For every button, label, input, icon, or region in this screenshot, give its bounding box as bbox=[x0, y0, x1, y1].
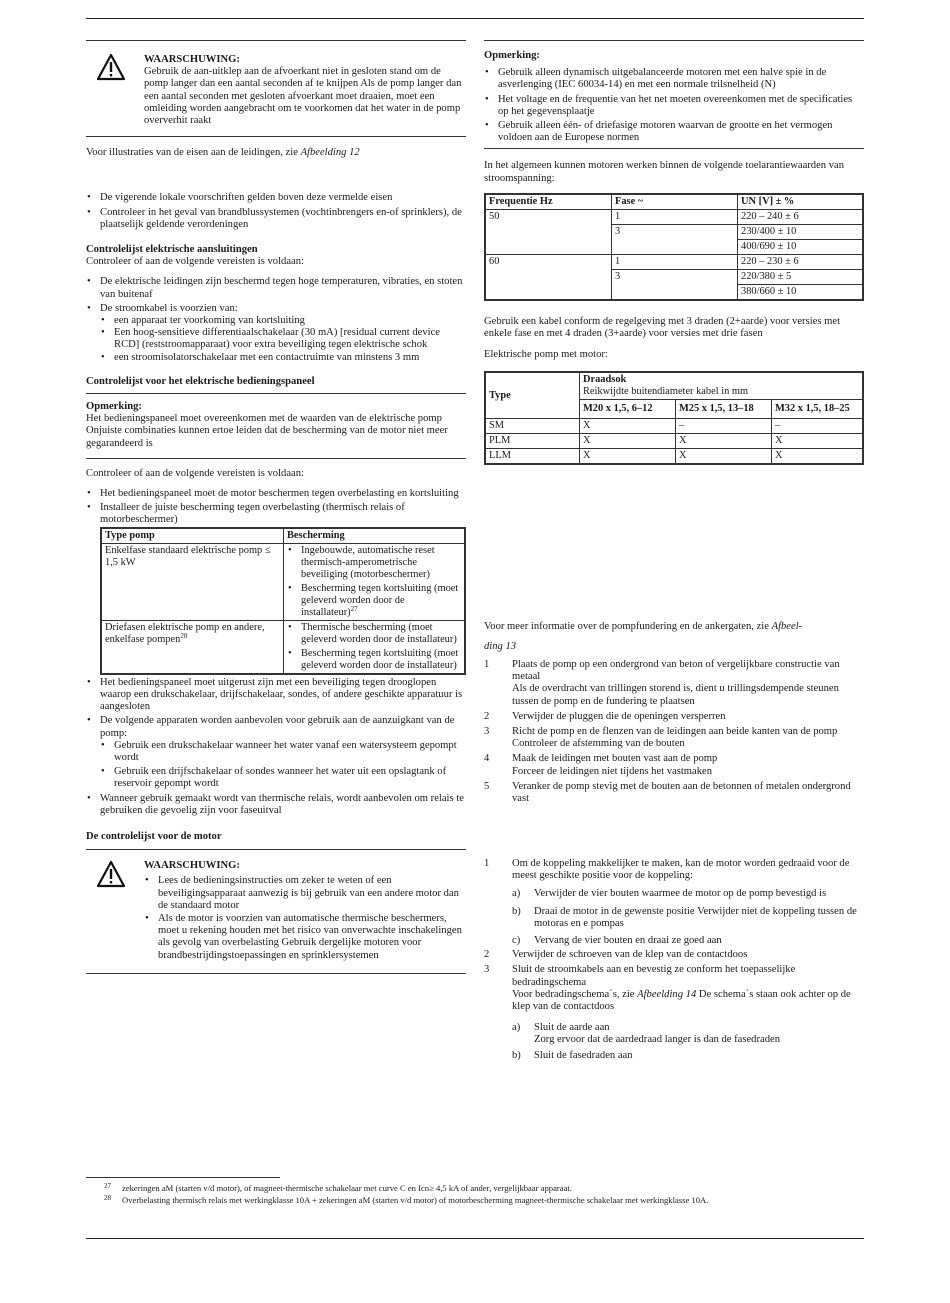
list-item: 2 Verwijder de pluggen die de openingen versperren bbox=[484, 710, 726, 722]
table-cell: 1 bbox=[612, 254, 738, 269]
list-item: c) Vervang de vier bouten en draai ze goed aan bbox=[512, 935, 722, 947]
table-cell: 380/660 ± 10 bbox=[738, 284, 863, 299]
table-cell: LLM bbox=[486, 449, 580, 464]
table-cell: 50 bbox=[486, 209, 612, 254]
list-item: • Een hoog-sensitieve differentiaalschakelaar (30 mA) [residual current device RCD] (reststroomapparaat) voor extra beveiliging tegen elektrische schok bbox=[100, 327, 466, 351]
figure-reference: Afbeel- bbox=[771, 621, 803, 632]
table-cell: 3 bbox=[612, 269, 738, 299]
protection-list bbox=[287, 622, 461, 672]
list-item: • Ingebouwde, automatische reset thermisch-amperometrische beveiliging (motorbeschermer) bbox=[287, 545, 461, 581]
cable-paragraph: Gebruik een kabel conform de regelgeving met 3 draden (2+aarde) voor versies met enkele fase en met 4 draden (3+aarde) voor versies met drie fasen bbox=[484, 315, 841, 340]
electrical-checklist-list bbox=[86, 276, 466, 363]
list-item: • Gebruik een drijfschakelaar of sondes wanneer het water uit een opslagtank of reservoir gepompt wordt bbox=[100, 766, 466, 790]
table-cell: Enkelfase standaard elektrische pomp ≤ 1,5 kW bbox=[102, 543, 284, 620]
figure-reference: Afbeelding 14 bbox=[637, 988, 697, 1000]
note-text: Het bedieningspaneel moet overeenkomen met de waarden van de elektrische pomp Onjuiste combinaties kunnen ertoe leiden dat de bescherming van de motor niet meer gegarandeerd is bbox=[86, 413, 448, 449]
illustrations-paragraph: Voor illustraties van de eisen aan de leidingen, zie Afbeelding 12 bbox=[86, 147, 360, 159]
bottom-rule bbox=[86, 1238, 864, 1239]
foundation-paragraph: Voor meer informatie over de pompfundering en de ankergaten, zie Afbeel- ding 13 bbox=[484, 621, 803, 652]
list-item: • Het bedieningspaneel moet uitgerust zijn met een beveiliging tegen drooglopen waarop een drukschakelaar, drijfschakelaar, sondes, of andere geschikte apparatuur is aangesloten bbox=[86, 677, 466, 714]
list-item: 1 Om de koppeling makkelijker te maken, kan de motor worden gedraaid voor de meest geschikte positie voor de koppeling: a) Verwijder de vier bouten waarmee de motor op de pomp bevestigd is b) Draai de motor in de gewenste positie Verwijder niet de koppeling tussen de motoras en e pompas c) Vervang de vier bouten en draai ze goed aan bbox=[484, 858, 864, 947]
motor-coupling-steps bbox=[484, 858, 864, 1062]
footnote-ref: 27 bbox=[350, 604, 358, 613]
electrical-checklist-intro: Controleer of aan de volgende vereisten is voldaan: bbox=[86, 256, 304, 268]
list-item: • Gebruik alleen één- of driefasige motoren waarvan de grootte en het vermogen voldoen aan de Europese normen bbox=[484, 120, 864, 144]
list-item: • een apparaat ter voorkoming van kortsluiting bbox=[100, 315, 466, 327]
footnote-ref: 28 bbox=[180, 631, 188, 640]
table-cell: 3 bbox=[612, 224, 738, 254]
panel-checklist-heading: Controlelijst voor het elektrische bedieningspaneel bbox=[86, 375, 315, 387]
note-title: Opmerking: bbox=[484, 50, 540, 61]
panel-checklist-list-continued bbox=[86, 677, 466, 817]
top-rule bbox=[86, 18, 864, 19]
coupling-substeps bbox=[512, 888, 864, 947]
table-row bbox=[102, 620, 465, 673]
table-header: M32 x 1,5, 18–25 bbox=[772, 400, 863, 419]
list-item: • Wanneer gebruik gemaakt wordt van thermische relais, wordt aanbevolen om relais te gebruiken die gevoelig zijn voor faseuitval bbox=[86, 793, 466, 817]
table-header: UN [V] ± % bbox=[738, 194, 863, 209]
wiring-substeps bbox=[512, 1022, 864, 1062]
table-cell: 1 bbox=[612, 209, 738, 224]
list-item: • Het voltage en de frequentie van het net moeten overeenkomen met de specificaties op het gegevensplaatje bbox=[484, 94, 864, 118]
list-item: 2 Verwijder de schroeven van de klep van de contactdoos bbox=[484, 949, 748, 961]
list-item: • Controleer in het geval van brandblussystemen (vochtinbrengers en-of sprinklers), de plaatselijk geldende verordeningen bbox=[86, 207, 466, 231]
note-list bbox=[484, 67, 864, 144]
left-column bbox=[86, 40, 466, 974]
table-header: Bescherming bbox=[284, 528, 465, 543]
warning-triangle-icon bbox=[96, 53, 126, 81]
table-cell: 60 bbox=[486, 254, 612, 299]
list-item: • De vigerende lokale voorschriften gelden boven deze vermelde eisen bbox=[86, 192, 466, 204]
table-cell: Driefasen elektrische pomp en andere, enkelfase pompen$^{28}$ bbox=[102, 620, 284, 673]
warning-text: Gebruik de aan-uitklep aan de afvoerkant niet in gesloten stand om de pomp langer dan een aantal seconden af te knijpen Als de pomp langer dan een aantal seconden met gesloten afvoerkant moet draaien, moet een omleiding worden aangebracht om te voorkomen dat het water in de pomp oververhit raakt bbox=[144, 66, 462, 127]
table-cell: 220/380 ± 5 bbox=[738, 269, 863, 284]
list-item: • Het bedieningspaneel moet de motor beschermen tegen overbelasting en kortsluiting bbox=[86, 488, 466, 500]
panel-checklist-intro: Controleer of aan de volgende vereisten is voldaan: bbox=[86, 467, 304, 479]
list-item: • De volgende apparaten worden aanbevolen voor gebruik aan de aanzuigkant van de pomp: • Gebruik een drukschakelaar wanneer het water vanaf een watersysteem gepompt wordt • Gebruik een drijfschakelaar of sondes wanneer het water uit een opslagtank of reservoir gepompt wordt bbox=[86, 715, 466, 790]
table-cell bbox=[284, 620, 465, 673]
motor-coupling-section bbox=[484, 858, 864, 1062]
figure-reference: Afbeelding 12 bbox=[300, 147, 360, 159]
pump-motor-label: Elektrische pomp met motor: bbox=[484, 349, 608, 361]
table-cell: 220 – 240 ± 6 bbox=[738, 209, 863, 224]
footnote-rule bbox=[86, 1177, 280, 1178]
list-item: b) Draai de motor in de gewenste positie Verwijder niet de koppeling tussen de motoras en e pompas bbox=[512, 905, 857, 929]
note-title: Opmerking: bbox=[86, 401, 142, 413]
table-row bbox=[486, 209, 863, 224]
table-cell: X bbox=[580, 419, 676, 434]
list-item: 5 Veranker de pomp stevig met de bouten aan de betonnen of metalen ondergrond vast bbox=[484, 780, 851, 805]
table-cell: – bbox=[772, 419, 863, 434]
list-item: a) Verwijder de vier bouten waarmee de motor op de pomp bevestigd is bbox=[512, 888, 827, 900]
list-item: • Lees de bedieningsinstructies om zeker te weten of een beveiligingsapparaat aanwezig is bij gebruik van een andere motor dan de standaard motor bbox=[144, 875, 466, 912]
footnote-27: 27 zekeringen aM (starten v/d motor), of magneet-thermische schakelaar met curve C en Icn≥ 4,5 kA of ander, vergelijkbaar apparaat. bbox=[104, 1182, 572, 1193]
foundation-steps bbox=[484, 659, 864, 805]
table-header: Type bbox=[486, 373, 580, 419]
table-cell: PLM bbox=[486, 434, 580, 449]
list-item: • De elektrische leidingen zijn beschermd tegen hoge temperaturen, vibraties, en stoten van buitenaf bbox=[86, 276, 466, 300]
table-cell: X bbox=[676, 449, 772, 464]
table-header: Frequentie Hz bbox=[486, 194, 612, 209]
table-cell: X bbox=[772, 434, 863, 449]
table-header: M20 x 1,5, 6–12 bbox=[580, 400, 676, 419]
footnote-28: 28 Overbelasting thermisch relais met werkingklasse 10A + zekeringen aM (starten v/d motor) of motorbescherming magneet-thermische schakelaar met werkingklasse 10A. bbox=[104, 1194, 709, 1205]
table-header: Draadsok Reikwijdte buitendiameter kabel in mm bbox=[580, 373, 863, 400]
panel-checklist-list bbox=[86, 488, 466, 527]
motor-warning-list bbox=[144, 875, 466, 961]
voltage-table bbox=[484, 193, 864, 301]
list-item: • De stroomkabel is voorzien van: • een apparaat ter voorkoming van kortsluiting • Een hoog-sensitieve differentiaalschakelaar (30 mA) [residual current device RCD] (reststroomapparaat) voor extra beveiliging tegen elektrische schok • een stroomisolatorschakelaar met een contactruimte van minstens 3 mm bbox=[86, 303, 466, 364]
list-item: b) Sluit de fasedraden aan bbox=[512, 1049, 633, 1061]
list-item: • Bescherming tegen kortsluiting (moet geleverd worden door de installateur)$^{27}$ bbox=[287, 583, 461, 619]
figure-reference: ding 13 bbox=[484, 641, 517, 652]
warning-title: WAARSCHUWING: bbox=[144, 860, 240, 872]
table-cell: X bbox=[580, 449, 676, 464]
warning-triangle-icon bbox=[96, 860, 126, 888]
table-row bbox=[486, 434, 863, 449]
protection-table bbox=[100, 527, 466, 675]
list-item: 3 Sluit de stroomkabels aan en bevestig ze conform het toepasselijke bedradingschema Voor bedradingschema´s, zie Afbeelding 14 De schema´s staan ook achter op de klep van de contactdoos a) Sluit de aarde aan Zorg ervoor dat de aardedraad langer is dan de fasedraden b) Sluit de fasedraden aan bbox=[484, 964, 864, 1061]
electrical-checklist-heading: Controlelijst elektrische aansluitingen bbox=[86, 244, 258, 256]
warning-box-motor bbox=[86, 850, 466, 973]
list-item: 4 Maak de leidingen met bouten vast aan de pomp Forceer de leidingen niet tijdens het vastmaken bbox=[484, 753, 718, 777]
list-item: a) Sluit de aarde aan Zorg ervoor dat de aardedraad langer is dan de fasedraden bbox=[512, 1022, 780, 1046]
note-bottom-rule bbox=[86, 458, 466, 459]
foundation-section bbox=[484, 617, 864, 805]
table-cell: – bbox=[676, 419, 772, 434]
list-item: 1 Plaats de pomp op een ondergrond van beton of vergelijkbare constructie van metaal Als de overdracht van trillingen storend is, dient u trillingsdempende steunen tussen de pomp en de fundering te plaatsen bbox=[484, 659, 840, 707]
table-row bbox=[102, 543, 465, 620]
table-cell: 230/400 ± 10 bbox=[738, 224, 863, 239]
suction-devices-sublist bbox=[100, 740, 466, 791]
warning-title: WAARSCHUWING: bbox=[144, 54, 240, 65]
note-bottom-rule bbox=[484, 148, 864, 149]
table-header: M25 x 1,5, 13–18 bbox=[676, 400, 772, 419]
motor-checklist-heading: De controlelijst voor de motor bbox=[86, 830, 222, 842]
warning-bottom-rule bbox=[86, 136, 466, 137]
list-item: • Als de motor is voorzien van automatische thermische beschermers, moet u rekening houden met het risico van onverwachte inschakelingen als gevolg van overbelasting Gebruik dergelijke motoren voor brandbestrijdingstoepassingen en sprinklersystemen bbox=[144, 913, 466, 962]
right-column bbox=[484, 40, 864, 465]
table-row bbox=[486, 449, 863, 464]
power-cable-sublist bbox=[100, 315, 466, 364]
table-cell: X bbox=[580, 434, 676, 449]
note-box-motors bbox=[484, 41, 864, 148]
list-item: • Gebruik een drukschakelaar wanneer het water vanaf een watersysteem gepompt wordt bbox=[100, 740, 466, 764]
table-cell: X bbox=[772, 449, 863, 464]
tolerance-intro: In het algemeen kunnen motoren werken binnen de volgende toelarantiewaarden van stroomspanning: bbox=[484, 160, 845, 184]
warning-box-discharge bbox=[86, 41, 466, 136]
table-cell: 220 – 230 ± 6 bbox=[738, 254, 863, 269]
table-cell: 400/690 ± 10 bbox=[738, 239, 863, 254]
table-header: Type pomp bbox=[102, 528, 284, 543]
protection-list bbox=[287, 545, 461, 619]
list-item: 3 Richt de pomp en de flenzen van de leidingen aan beide kanten van de pomp Controleer de afstemming van de bouten bbox=[484, 726, 838, 750]
general-requirements-list bbox=[86, 192, 466, 231]
table-row bbox=[486, 419, 863, 434]
table-row bbox=[486, 254, 863, 269]
warning-bottom-rule bbox=[86, 973, 466, 974]
table-cell: X bbox=[676, 434, 772, 449]
list-item: • Gebruik alleen dynamisch uitgebalanceerde motoren met een halve spie in de asverlenging (IEC 60034-14) en met een normale trilsnelheid (N) bbox=[484, 67, 864, 91]
list-item: • Installeer de juiste bescherming tegen overbelasting (thermisch relais of motorbeschermer) bbox=[86, 502, 466, 526]
list-item: • Bescherming tegen kortsluiting (moet geleverd worden door de installateur) bbox=[287, 648, 461, 672]
list-item: • Thermische bescherming (moet geleverd worden door de installateur) bbox=[287, 622, 461, 646]
note-box-panel bbox=[86, 394, 466, 458]
table-cell: SM bbox=[486, 419, 580, 434]
table-header: Fase ~ bbox=[612, 194, 738, 209]
cable-gland-table bbox=[484, 371, 864, 465]
list-item: • een stroomisolatorschakelaar met een contactruimte van minstens 3 mm bbox=[100, 352, 466, 364]
table-cell bbox=[284, 543, 465, 620]
